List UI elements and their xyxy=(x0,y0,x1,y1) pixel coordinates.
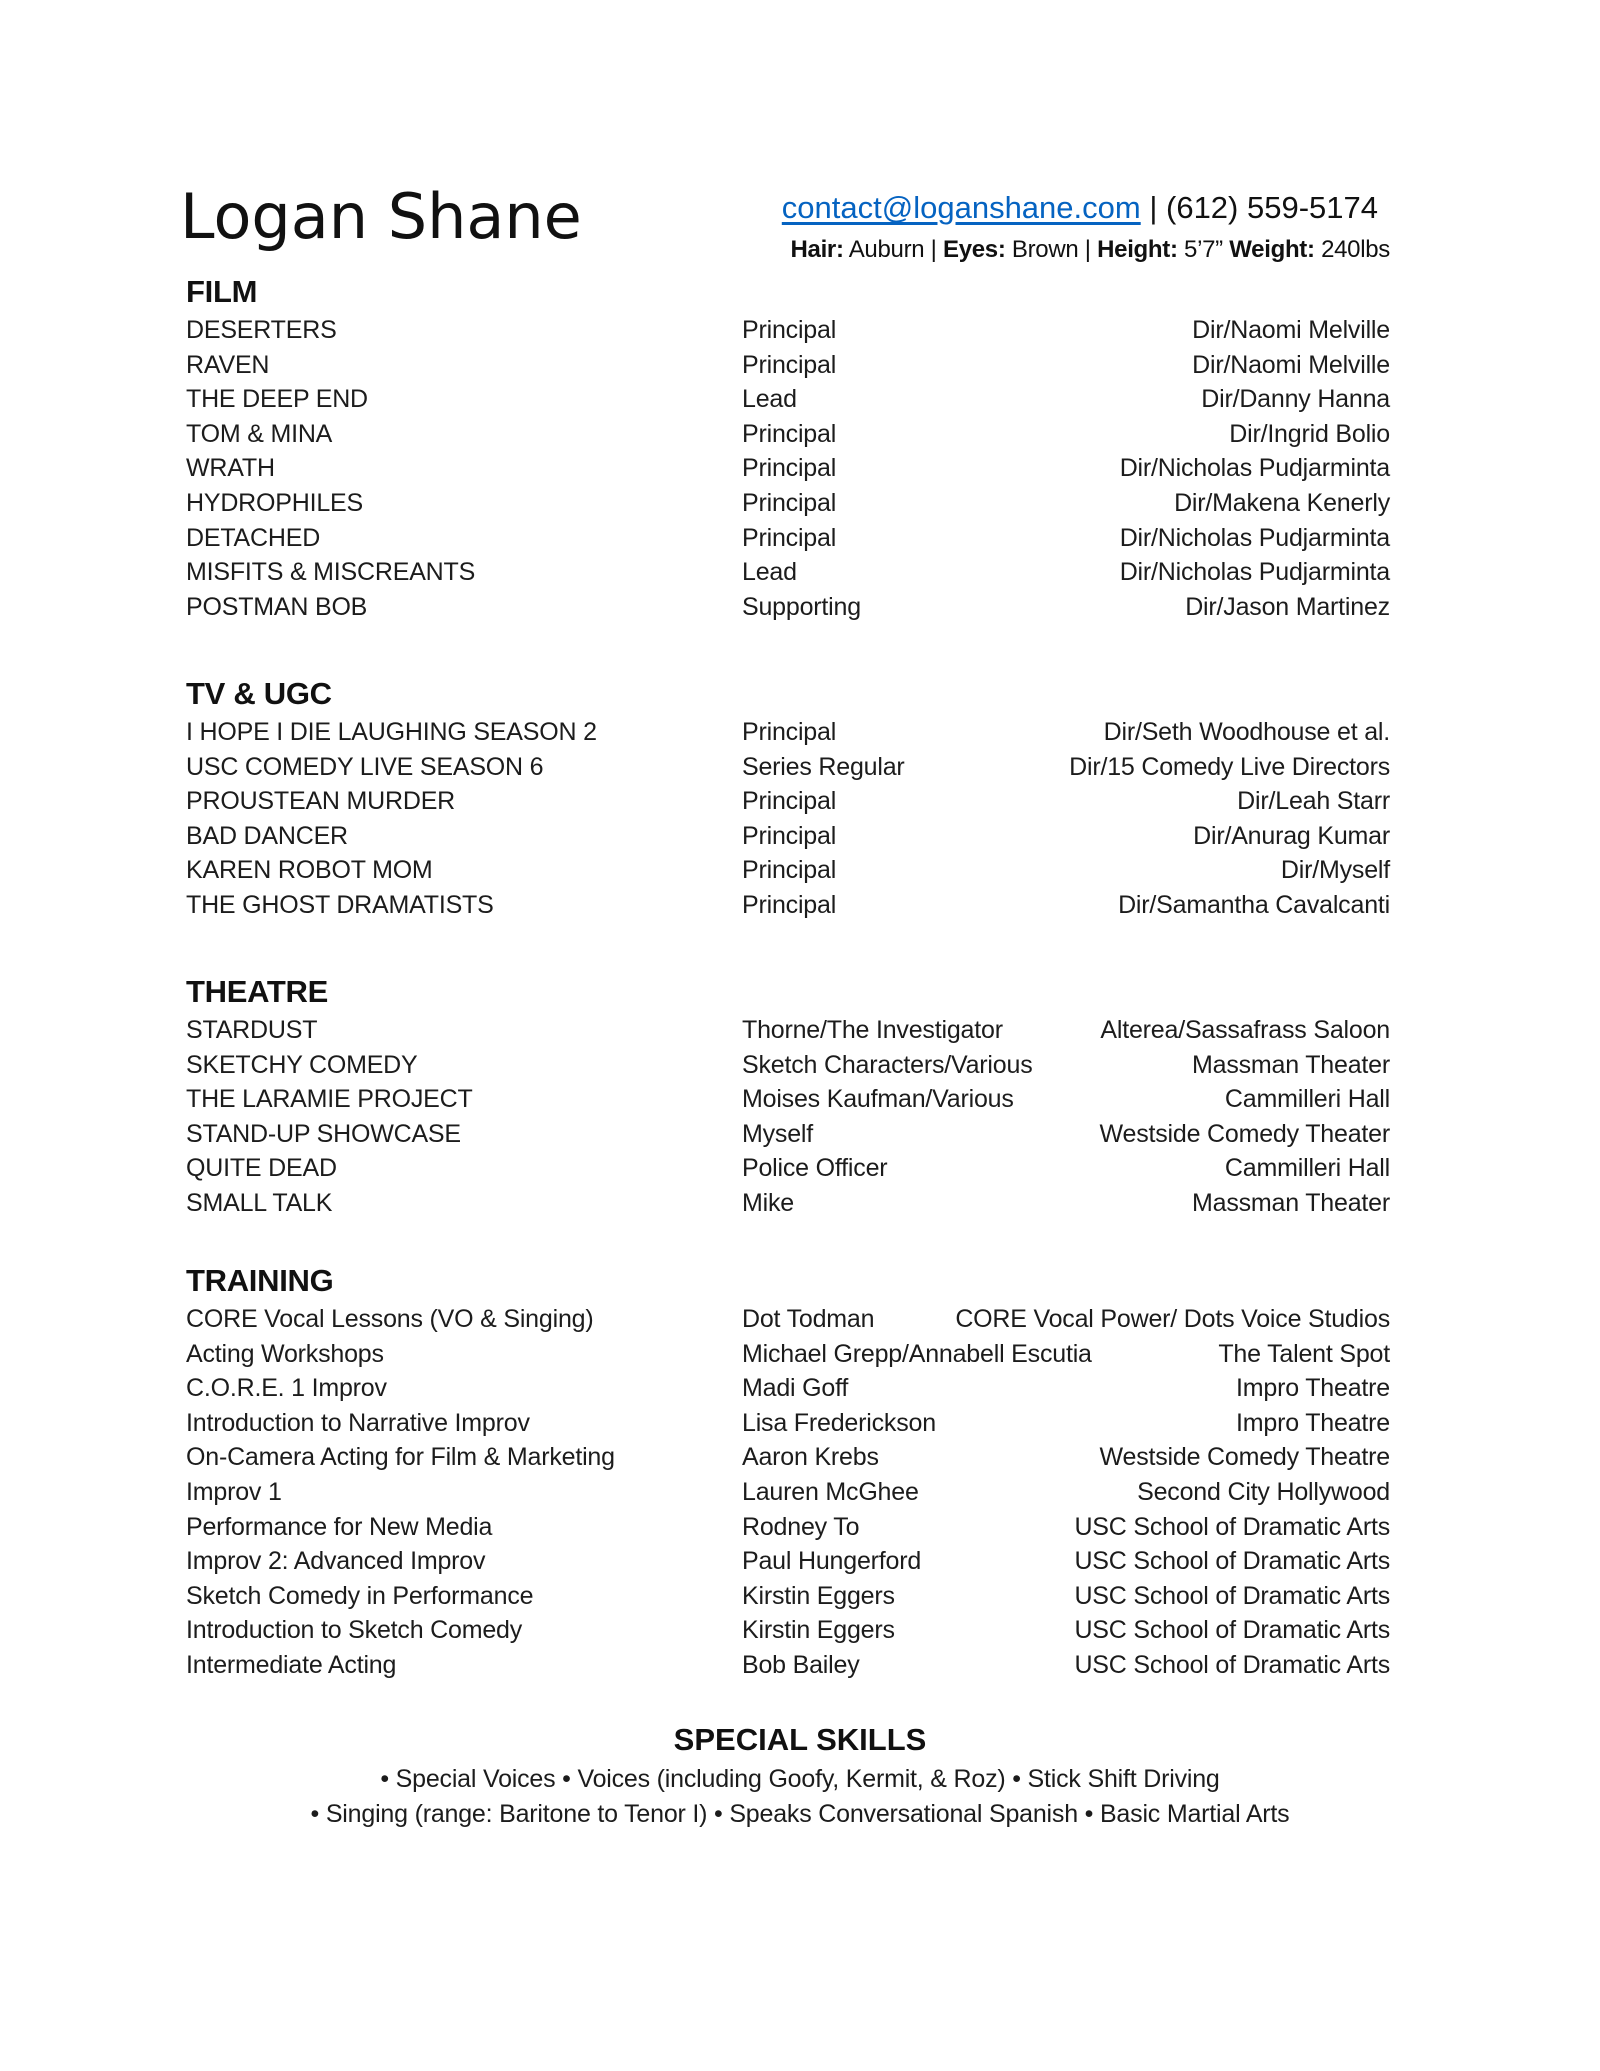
director-venue: Impro Theatre xyxy=(1236,1408,1390,1437)
project-title: QUITE DEAD xyxy=(186,1154,337,1183)
phone-number: (612) 559-5174 xyxy=(1166,190,1378,225)
hair-value: Auburn xyxy=(843,236,925,263)
director-venue: Dir/Myself xyxy=(1280,856,1390,885)
director-venue: Cammilleri Hall xyxy=(1224,1154,1390,1183)
role: Moises Kaufman/Various xyxy=(742,1085,1014,1114)
role: Sketch Characters/Various xyxy=(742,1050,1033,1079)
director-venue: Dir/Ingrid Bolio xyxy=(1229,419,1390,448)
role: Madi Goff xyxy=(742,1374,849,1403)
role: Principal xyxy=(742,787,837,816)
project-title: WRATH xyxy=(186,454,275,483)
skills-line: • Singing (range: Baritone to Tenor I) • Speaks Conversational Spanish • Basic Martial Arts xyxy=(310,1800,1290,1828)
role: Principal xyxy=(742,350,837,379)
project-title: Introduction to Narrative Improv xyxy=(186,1408,530,1437)
role: Dot Todman xyxy=(742,1305,875,1333)
training-row xyxy=(186,1409,1390,1443)
role: Principal xyxy=(742,419,837,448)
tv-row xyxy=(186,753,1390,787)
eyes-value: Brown xyxy=(1005,236,1079,263)
height-label: Height: xyxy=(1097,236,1178,263)
project-title: Acting Workshops xyxy=(186,1339,384,1368)
project-title: THE DEEP END xyxy=(186,385,368,414)
role: Mike xyxy=(742,1189,794,1217)
project-title: STARDUST xyxy=(186,1016,318,1044)
project-title: Improv 2: Advanced Improv xyxy=(186,1547,486,1576)
director-venue: Dir/Nicholas Pudjarminta xyxy=(1119,558,1390,587)
role: Rodney To xyxy=(742,1512,860,1541)
film-row xyxy=(186,385,1390,419)
director-venue: Dir/Seth Woodhouse et al. xyxy=(1103,718,1390,746)
role: Principal xyxy=(742,523,837,552)
director-venue: Westside Comedy Theater xyxy=(1099,1119,1390,1148)
theatre-row xyxy=(186,1189,1390,1223)
project-title: TOM & MINA xyxy=(186,419,333,448)
resume-name: Logan Shane xyxy=(180,180,582,253)
role: Principal xyxy=(742,891,837,919)
theatre-row xyxy=(186,1051,1390,1085)
stats-separator: | xyxy=(924,236,943,263)
weight-value: 240lbs xyxy=(1314,236,1390,263)
project-title: DETACHED xyxy=(186,523,321,552)
director-venue: Dir/Nicholas Pudjarminta xyxy=(1119,454,1390,483)
role: Paul Hungerford xyxy=(742,1547,922,1576)
height-value: 5’7” xyxy=(1177,236,1223,263)
director-venue: Dir/Jason Martinez xyxy=(1185,592,1390,621)
hair-label: Hair: xyxy=(790,236,844,263)
project-title: MISFITS & MISCREANTS xyxy=(186,558,476,587)
theatre-row xyxy=(186,1154,1390,1188)
tv-row xyxy=(186,718,1390,752)
weight-label: Weight: xyxy=(1229,236,1315,263)
director-venue: Dir/Nicholas Pudjarminta xyxy=(1119,523,1390,552)
role: Lisa Frederickson xyxy=(742,1408,936,1437)
project-title: C.O.R.E. 1 Improv xyxy=(186,1374,387,1403)
role: Principal xyxy=(742,856,837,885)
skills-line: • Special Voices • Voices (including Goofy, Kermit, & Roz) • Stick Shift Driving xyxy=(380,1765,1220,1793)
director-venue: Dir/Danny Hanna xyxy=(1201,385,1390,414)
project-title: HYDROPHILES xyxy=(186,489,364,517)
role: Bob Bailey xyxy=(742,1651,860,1679)
director-venue: Dir/Makena Kenerly xyxy=(1174,489,1390,517)
theatre-row xyxy=(186,1120,1390,1154)
project-title: BAD DANCER xyxy=(186,821,348,850)
project-title: STAND-UP SHOWCASE xyxy=(186,1119,461,1148)
director-venue: Impro Theatre xyxy=(1236,1374,1390,1403)
theatre-row xyxy=(186,1016,1390,1050)
role: Principal xyxy=(742,821,837,850)
film-row xyxy=(186,351,1390,385)
role: Series Regular xyxy=(742,752,905,781)
project-title: Sketch Comedy in Performance xyxy=(186,1581,534,1610)
director-venue: Dir/Anurag Kumar xyxy=(1193,821,1390,850)
director-venue: Westside Comedy Theatre xyxy=(1099,1443,1390,1472)
film-row xyxy=(186,454,1390,488)
project-title: RAVEN xyxy=(186,350,270,379)
role: Lauren McGhee xyxy=(742,1478,919,1506)
role: Principal xyxy=(742,489,837,517)
training-row xyxy=(186,1443,1390,1477)
project-title: KAREN ROBOT MOM xyxy=(186,856,433,885)
project-title: Introduction to Sketch Comedy xyxy=(186,1616,523,1645)
training-row xyxy=(186,1305,1390,1339)
section-title-training: TRAINING xyxy=(186,1263,334,1298)
project-title: USC COMEDY LIVE SEASON 6 xyxy=(186,752,544,781)
director-venue: Dir/Naomi Melville xyxy=(1192,350,1390,379)
section-title-tv: TV & UGC xyxy=(186,676,332,711)
project-title: CORE Vocal Lessons (VO & Singing) xyxy=(186,1305,594,1333)
director-venue: Alterea/Sassafrass Saloon xyxy=(1100,1016,1390,1044)
project-title: Intermediate Acting xyxy=(186,1651,397,1679)
role: Aaron Krebs xyxy=(742,1443,879,1472)
project-title: I HOPE I DIE LAUGHING SEASON 2 xyxy=(186,718,597,746)
director-venue: Second City Hollywood xyxy=(1137,1478,1390,1506)
section-title-film: FILM xyxy=(186,274,258,309)
training-row xyxy=(186,1547,1390,1581)
email-link[interactable]: contact@loganshane.com xyxy=(781,190,1141,225)
role: Lead xyxy=(742,558,797,587)
project-title: Improv 1 xyxy=(186,1478,282,1506)
role: Thorne/The Investigator xyxy=(742,1016,1003,1044)
role: Lead xyxy=(742,385,797,414)
project-title: THE GHOST DRAMATISTS xyxy=(186,891,494,919)
film-row xyxy=(186,593,1390,627)
film-row xyxy=(186,489,1390,523)
project-title: SMALL TALK xyxy=(186,1189,333,1217)
film-row xyxy=(186,316,1390,350)
director-venue: Cammilleri Hall xyxy=(1224,1085,1390,1114)
director-venue: Dir/Samantha Cavalcanti xyxy=(1118,891,1390,919)
project-title: SKETCHY COMEDY xyxy=(186,1050,418,1079)
tv-row xyxy=(186,787,1390,821)
project-title: DESERTERS xyxy=(186,316,337,344)
training-row xyxy=(186,1616,1390,1650)
tv-row xyxy=(186,856,1390,890)
role: Principal xyxy=(742,316,837,344)
stats-separator: | xyxy=(1078,236,1098,263)
role: Kirstin Eggers xyxy=(742,1581,895,1610)
director-venue: Massman Theater xyxy=(1191,1189,1390,1217)
training-row xyxy=(186,1374,1390,1408)
director-venue: Dir/Naomi Melville xyxy=(1192,316,1390,344)
contact-line xyxy=(782,190,1378,226)
film-row xyxy=(186,524,1390,558)
tv-row xyxy=(186,891,1390,925)
role: Police Officer xyxy=(742,1154,888,1183)
director-venue: CORE Vocal Power/ Dots Voice Studios xyxy=(955,1305,1390,1333)
role: Michael Grepp/Annabell Escutia xyxy=(742,1339,1092,1368)
director-venue: The Talent Spot xyxy=(1218,1339,1390,1368)
project-title: Performance for New Media xyxy=(186,1512,493,1541)
role: Myself xyxy=(742,1119,814,1148)
training-row xyxy=(186,1513,1390,1547)
physical-stats xyxy=(790,236,1390,264)
director-venue: USC School of Dramatic Arts xyxy=(1074,1547,1390,1576)
eyes-label: Eyes: xyxy=(942,236,1006,263)
project-title: PROUSTEAN MURDER xyxy=(186,787,456,816)
section-title-theatre: THEATRE xyxy=(186,974,328,1009)
director-venue: USC School of Dramatic Arts xyxy=(1074,1616,1390,1645)
director-venue: USC School of Dramatic Arts xyxy=(1074,1512,1390,1541)
director-venue: USC School of Dramatic Arts xyxy=(1074,1651,1390,1679)
role: Kirstin Eggers xyxy=(742,1616,895,1645)
role: Principal xyxy=(742,718,837,746)
role: Supporting xyxy=(742,592,861,621)
project-title: POSTMAN BOB xyxy=(186,592,368,621)
training-row xyxy=(186,1651,1390,1685)
project-title: THE LARAMIE PROJECT xyxy=(186,1085,473,1114)
special-skills-title: SPECIAL SKILLS xyxy=(673,1722,927,1757)
training-row xyxy=(186,1582,1390,1616)
film-row xyxy=(186,420,1390,454)
project-title: On-Camera Acting for Film & Marketing xyxy=(186,1443,615,1472)
training-row xyxy=(186,1478,1390,1512)
director-venue: Dir/15 Comedy Live Directors xyxy=(1069,752,1390,781)
contact-separator: | xyxy=(1140,190,1166,225)
role: Principal xyxy=(742,454,837,483)
tv-row xyxy=(186,822,1390,856)
director-venue: Dir/Leah Starr xyxy=(1237,787,1390,816)
director-venue: Massman Theater xyxy=(1191,1050,1390,1079)
theatre-row xyxy=(186,1085,1390,1119)
training-row xyxy=(186,1340,1390,1374)
director-venue: USC School of Dramatic Arts xyxy=(1074,1581,1390,1610)
film-row xyxy=(186,558,1390,592)
